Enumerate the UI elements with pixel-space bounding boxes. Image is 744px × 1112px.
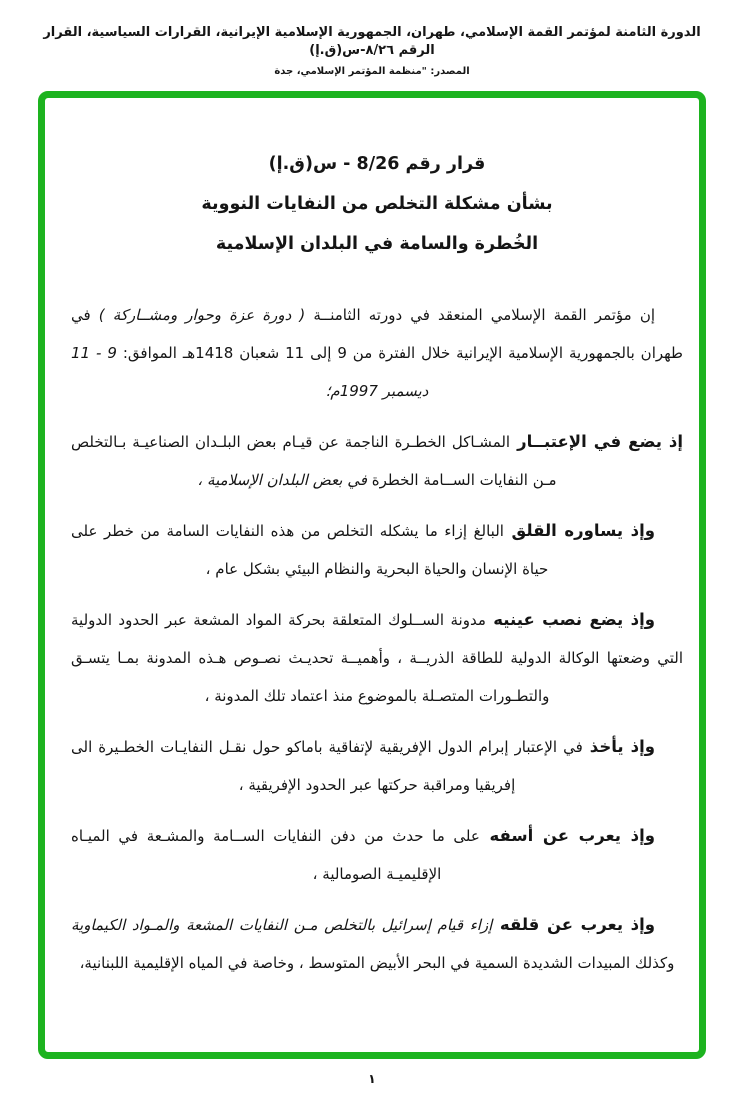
resolution-body [71, 296, 683, 982]
resolution-title-subject: بشأن مشكلة التخلص من النفايات النووية [201, 194, 553, 214]
document-source-line: المصدر: "منظمة المؤتمر الإسلامي، جدة [274, 66, 470, 77]
resolution-paragraph [71, 728, 683, 804]
resolution-paragraph [71, 817, 683, 893]
text-segment-italic: إزاء قيام إسرائيل بالتخلص مـن النفايات المشعة والمـواد الكيماوية [71, 916, 493, 934]
document-header-line: الدورة الثامنة لمؤتمر القمة الإسلامي، طهران، الجمهورية الإسلامية الإيرانية، القرارات السياسية، القرار الرقم ٨/٢٦-س(ق.إ) [43, 25, 701, 58]
text-segment-normal: مدونة الســلوك المتعلقة بحركة المواد المشعة عبر الحدود الدولية التي وضعتها الوكالة الدولية للطاقة الذريــة ، وأهميــة تحديـث نصـوص هـذه المدونة بمـا يتسـق والتطـورات المتصـلة بالموضوع منذ اعتماد تلك المدونة ، [71, 611, 683, 705]
text-segment-normal: على ما حدث من دفن النفايات الســامة والمشـعة في الميـاه الإقليميـة الصومالية ، [71, 827, 480, 883]
text-segment-normal: المشـاكل الخطـرة الناجمة عن قيـام بعض البلـدان الصناعيـة بـالتخلص مـن النفايات الســامة الخطرة [71, 433, 557, 489]
page-header [0, 0, 744, 77]
resolution-paragraph [71, 296, 683, 410]
resolution-paragraph [71, 601, 683, 715]
text-segment-italic: في بعض البلدان الإسلامية ، [197, 471, 367, 489]
resolution-paragraph [71, 423, 683, 499]
text-segment-lead: وإذ يعرب عن أسفه [479, 826, 655, 845]
page-number: ١ [368, 1071, 376, 1086]
text-segment-normal: إن مؤتمر القمة الإسلامي المنعقد في دورته الثامنــة [305, 306, 656, 324]
resolution-paragraph [71, 512, 683, 588]
text-segment-italic: 9 - 11 ديسمبر 1997م؛ [71, 344, 429, 400]
text-segment-normal: في طهران بالجمهورية الإسلامية الإيرانية خلال الفترة من 9 إلى 11 شعبان 1418هـ الموافق: [71, 306, 683, 362]
text-segment-lead: وإذ يساوره القلق [503, 521, 655, 540]
resolution-title [71, 144, 683, 264]
text-segment-lead: إذ يضع في الإعتبــار [510, 432, 684, 451]
text-segment-normal: في الإعتبار إبرام الدول الإفريقية لإتفاقية باماكو حول نقـل النفايـات الخطـيرة الى إفريقيا ومراقبة حركتها عبر الحدود الإفريقية ، [71, 738, 583, 794]
resolution-frame [38, 91, 706, 1059]
text-segment-lead: وإذ يعرب عن قلقه [492, 915, 655, 934]
resolution-title-number: قرار رقم 8/26 - س(ق.إ) [268, 154, 486, 174]
text-segment-normal: البالغ إزاء ما يشكله التخلص من هذه النفايات السامة من خطر على حياة الإنسان والحياة البحرية والنظام البيئي بشكل عام ، [71, 522, 549, 578]
text-segment-italic: ( دورة عزة وحوار ومشــاركة ) [98, 306, 306, 324]
text-segment-normal: وكذلك المبيدات الشديدة السمية في البحر الأبيض المتوسط ، وخاصة في المياه الإقليمية اللبنانية، [79, 954, 675, 972]
resolution-paragraph [71, 906, 683, 982]
text-segment-lead: وإذ يضع نصب عينيه [485, 610, 655, 629]
text-segment-lead: وإذ يأخذ [582, 737, 656, 756]
resolution-title-subject2: الخُطرة والسامة في البلدان الإسلامية [215, 234, 539, 254]
